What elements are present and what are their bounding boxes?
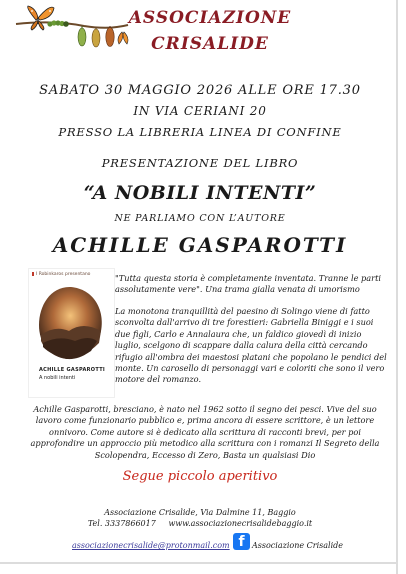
event-venue: PRESSO LA LIBRERIA LINEA DI CONFINE <box>58 125 342 139</box>
book-quote: "Tutta questa storia è completamente inventata. Tranne le parti assolutamente vere". Una trama gialla venata di umorismo <box>115 273 382 295</box>
author-name: ACHILLE GASPAROTTI <box>52 233 348 257</box>
book-cover-title: A nobili intenti <box>39 375 76 381</box>
aperitivo-note: Segue piccolo aperitivo <box>122 469 278 484</box>
book-cover-image <box>28 268 115 398</box>
facebook-icon[interactable]: f <box>233 533 250 550</box>
book-cover-author: ACHILLE GASPAROTTI <box>39 367 106 373</box>
org-name-line2: CRISALIDE <box>151 34 269 54</box>
talk-with-author: NE PARLIAMO CON L’AUTORE <box>114 213 286 224</box>
butterfly-chrysalis-icon <box>14 4 130 60</box>
page-edge-bottom <box>0 562 398 564</box>
facebook-label: Associazione Crisalide <box>252 541 343 550</box>
event-address: IN VIA CERIANI 20 <box>133 104 267 118</box>
book-synopsis: La monotona tranquillità del paesino di Solingo viene di fatto sconvolta dall'arrivo di tre forestieri: Gabriella Biniggi e i suoi due figli, Carlo e Annalaura che, un faldico giovedì di inizio luglio, scelgono di scappare dalla calura della città cercando rifugio all'ombra dei maestosi platani che popolano le pendici del monte. Un carosello di personaggi vari e coloriti che sono il vero motore del romanzo. <box>115 306 387 385</box>
publisher-mark <box>32 272 34 276</box>
book-title: “A NOBILI INTENTI” <box>83 182 317 204</box>
org-name-line1: ASSOCIAZIONE <box>128 8 292 28</box>
presentation-heading: PRESENTAZIONE DEL LIBRO <box>101 156 299 170</box>
email-link[interactable]: associazionecrisalide@protonmail.com <box>72 541 230 550</box>
book-cover-landscape <box>35 285 107 361</box>
footer-address: Associazione Crisalide, Via Dalmine 11, Baggio <box>104 508 296 517</box>
author-bio: Achille Gasparotti, bresciano, è nato nel 1962 sotto il segno dei pesci. Vive del suo lavoro come funzionario pubblico e, prima ancora di essere scrittore, è un lettore onnivoro. Come autore si è dedicato alla scrittura di racconti brevi, per poi approfondire un approccio più metodico alla scrittura con i romanzi Il Segreto della Scolopendra, Eccesso di Zero, Basta un qualsiasi Dio <box>30 404 380 460</box>
event-date: SABATO 30 MAGGIO 2026 ALLE ORE 17.30 <box>39 83 361 98</box>
footer-contacts: Tel. 3337866017 www.associazionecrisalidebaggio.it <box>87 519 313 528</box>
book-cover-publisher: I Robinkaros presentano <box>36 272 91 277</box>
